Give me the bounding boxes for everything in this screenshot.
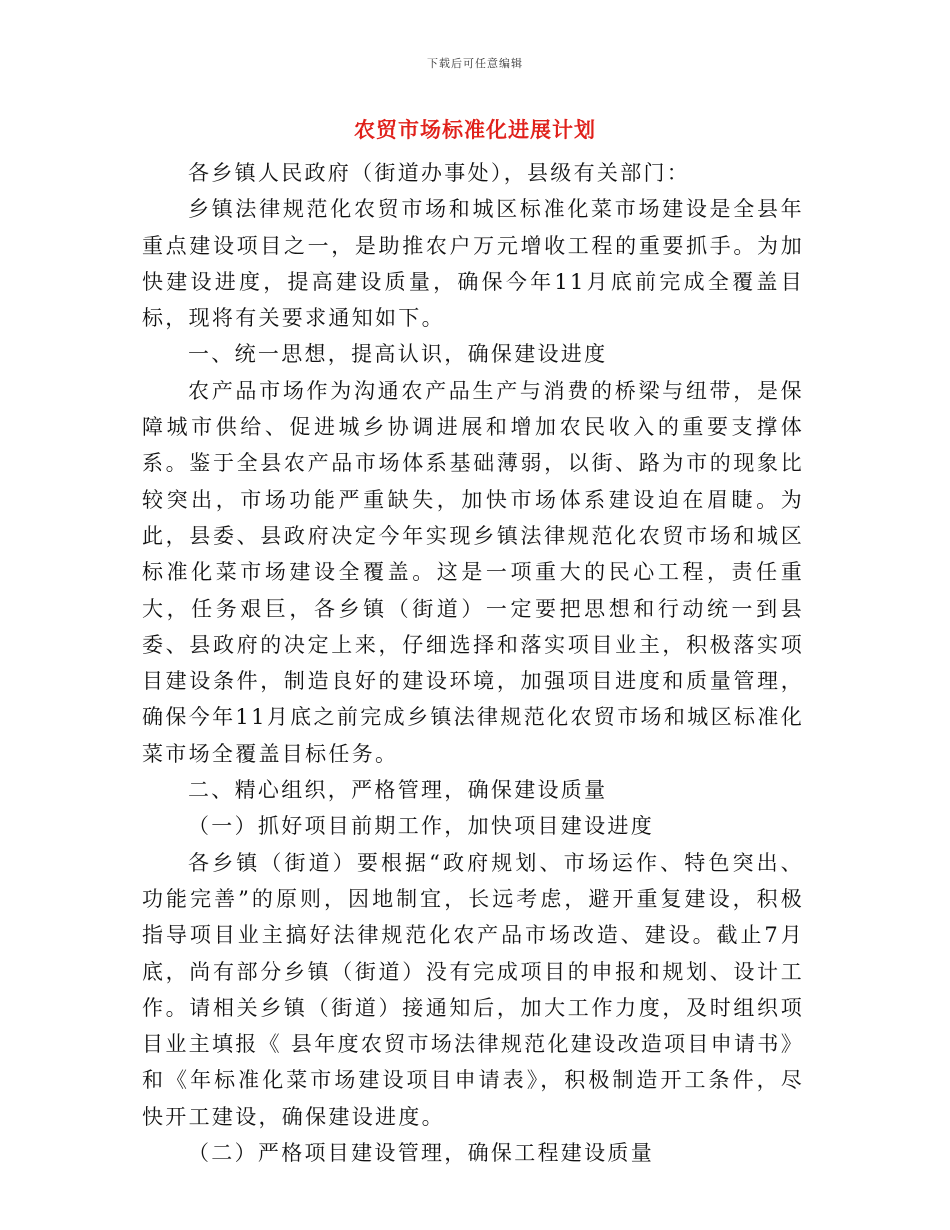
document-title: 农贸市场标准化进展计划 [354, 117, 596, 142]
section-heading-1: 一、统一思想，提高认识，确保建设进度 [188, 342, 608, 367]
subsection-heading-1: （一）抓好项目前期工作，加快项目建设进度 [188, 814, 654, 839]
page-header-note: 下载后可任意编辑 [427, 57, 523, 70]
document-body [142, 155, 804, 1171]
salutation-paragraph: 各乡镇人民政府（街道办事处），县级有关部门： [188, 161, 691, 185]
section-heading-2: 二、精心组织，严格管理，确保建设质量 [188, 778, 608, 803]
section-1-paragraph: 农产品市场作为沟通农产品生产与消费的桥梁与纽带，是保障城市供给、促进城乡协调进展和增加农民收入的重要支撑体系。鉴于全县农产品市场体系基础薄弱，以街、路为市的现象比较突出，市场功能严重缺失，加快市场体系建设迫在眉睫。为此，县委、县政府决定今年实现乡镇法律规范化农贸市场和城区标准化菜市场建设全覆盖。这是一项重大的民心工程，责任重大，任务艰巨，各乡镇（街道）一定要把思想和行动统一到县委、县政府的决定上来，仔细选择和落实项目业主，积极落实项目建设条件，制造良好的建设环境，加强项目进度和质量管理，确保今年11月底之前完成乡镇法律规范化农贸市场和城区标准化菜市场全覆盖目标任务。 [142, 378, 804, 766]
subsection-heading-2: （二）严格项目建设管理，确保工程建设质量 [188, 1141, 654, 1166]
subsection-1-paragraph: 各乡镇（街道）要根据“政府规划、市场运作、特色突出、功能完善”的原则，因地制宜，长远考虑，避开重复建设，积极指导项目业主搞好法律规范化农产品市场改造、建设。截止7月底，尚有部分乡镇（街道）没有完成项目的申报和规划、设计工作。请相关乡镇（街道）接通知后，加大工作力度，及时组织项目业主填报《 县年度农贸市场法律规范化建设改造项目申请书》和《年标准化菜市场建设项目申请表》，积极制造开工条件，尽快开工建设，确保建设进度。 [142, 850, 804, 1129]
intro-paragraph: 乡镇法律规范化农贸市场和城区标准化菜市场建设是全县年重点建设项目之一，是助推农户万元增收工程的重要抓手。为加快建设进度，提高建设质量，确保今年11月底前完成全覆盖目标，现将有关要求通知如下。 [142, 197, 804, 331]
